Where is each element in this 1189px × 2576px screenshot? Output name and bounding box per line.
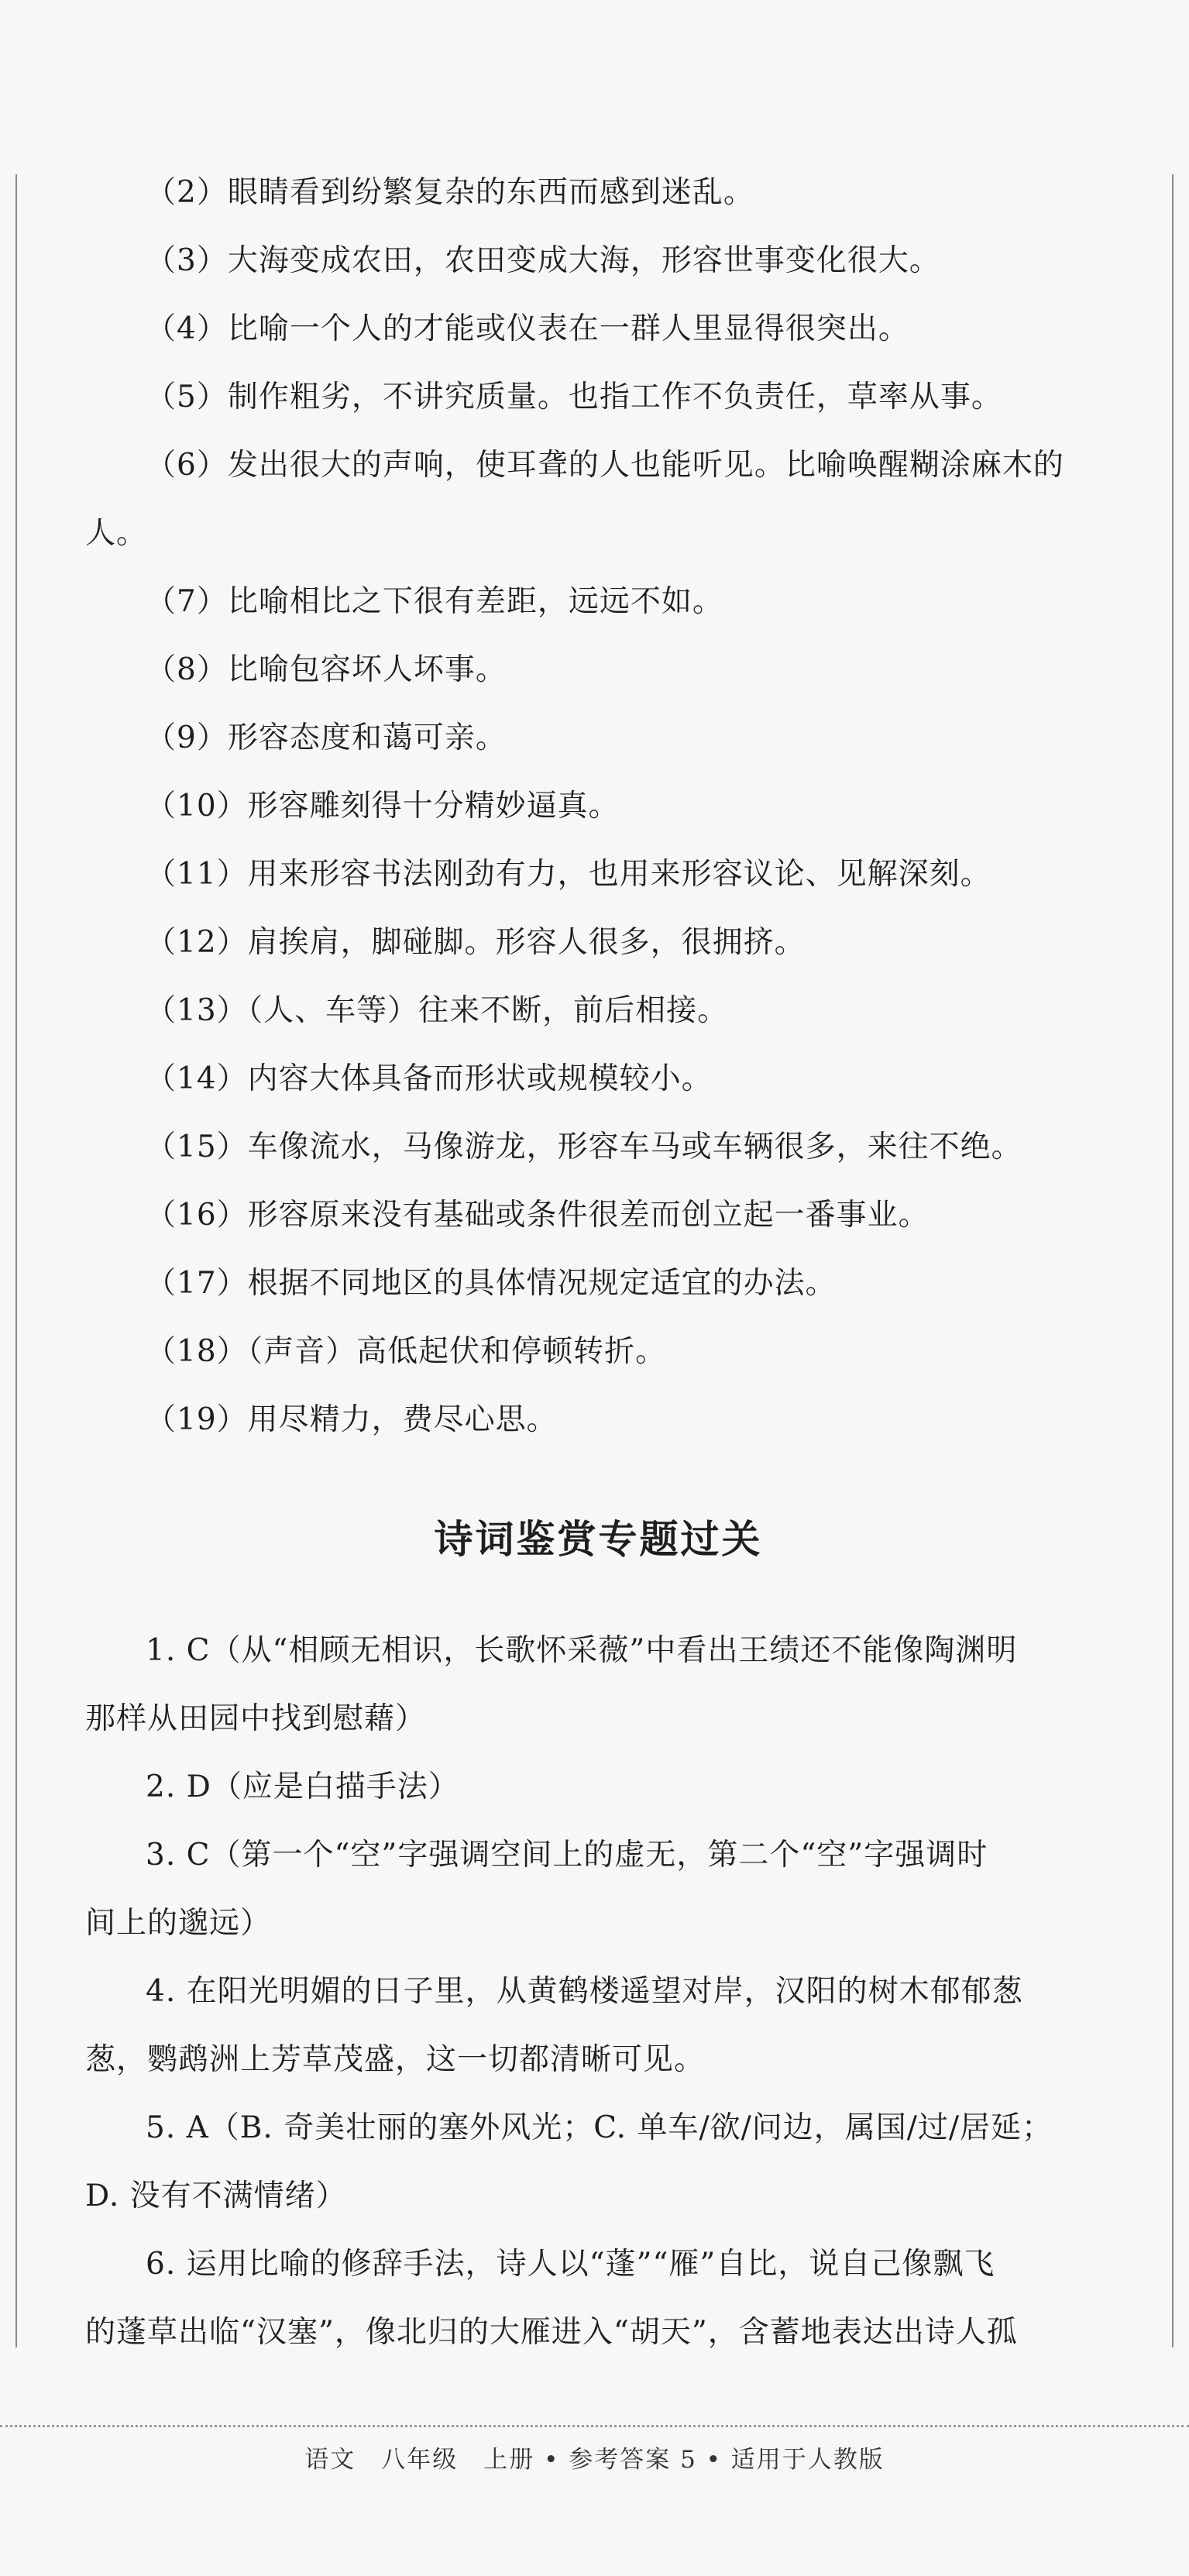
idiom-answer-10: （10）形容雕刻得十分精妙逼真。 xyxy=(146,789,620,824)
idiom-answer-5: （5）制作粗劣，不讲究质量。也指工作不负责任，草率从事。 xyxy=(146,380,1002,414)
page-content xyxy=(85,159,1112,2367)
poetry-answer-4-continued: 葱，鹦鹉洲上芳草茂盛，这一切都清晰可见。 xyxy=(85,2042,706,2077)
idiom-answer-18: （18）（声音）高低起伏和停顿转折。 xyxy=(146,1334,667,1369)
poetry-answer-5: 5. A（B. 奇美壮丽的塞外风光；C. 单车/欲/问边，属国/过/居延； xyxy=(146,2110,1053,2145)
idiom-answer-15: （15）车像流水，马像游龙，形容车马或车辆很多，来往不绝。 xyxy=(146,1130,1022,1164)
idiom-answer-17: （17）根据不同地区的具体情况规定适宜的办法。 xyxy=(146,1266,837,1301)
idiom-answer-14: （14）内容大体具备而形状或规模较小。 xyxy=(146,1061,713,1096)
idiom-answer-7: （7）比喻相比之下很有差距，远远不如。 xyxy=(146,584,723,619)
page-footer: 语文 八年级 上册 • 参考答案 5 • 适用于人教版 xyxy=(304,2446,885,2474)
idiom-answer-16: （16）形容原来没有基础或条件很差而创立起一番事业。 xyxy=(146,1198,930,1233)
poetry-answer-3: 3. C（第一个“空”字强调空间上的虚无，第二个“空”字强调时 xyxy=(146,1838,988,1873)
idiom-answer-12: （12）肩挨肩，脚碰脚。形容人很多，很拥挤。 xyxy=(146,925,806,960)
right-margin-rule xyxy=(1172,174,1174,2347)
footer-divider xyxy=(0,2425,1189,2427)
idiom-answer-6: （6）发出很大的声响，使耳聋的人也能听见。比喻唤醒糊涂麻木的 xyxy=(146,448,1064,483)
poetry-answer-3-continued: 间上的邈远） xyxy=(85,1906,272,1941)
idiom-answer-13: （13）（人、车等）往来不断，前后相接。 xyxy=(146,993,729,1028)
section-title: 诗词鉴赏专题过关 xyxy=(434,1517,763,1562)
idiom-answer-9: （9）形容态度和蔼可亲。 xyxy=(146,721,507,755)
idiom-answer-3: （3）大海变成农田，农田变成大海，形容世事变化很大。 xyxy=(146,243,940,278)
poetry-answer-4: 4. 在阳光明媚的日子里，从黄鹤楼遥望对岸，汉阳的树木郁郁葱 xyxy=(146,1974,1023,2009)
left-margin-rule xyxy=(15,174,17,2347)
idiom-answer-19: （19）用尽精力，费尽心思。 xyxy=(146,1402,558,1437)
poetry-answer-2: 2. D（应是白描手法） xyxy=(146,1769,459,1804)
poetry-answer-6-continued: 的蓬草出临“汉塞”，像北归的大雁进入“胡天”，含蓄地表达出诗人孤 xyxy=(85,2315,1018,2350)
poetry-answer-5-continued: D. 没有不满情绪） xyxy=(85,2179,347,2213)
poetry-answer-6: 6. 运用比喻的修辞手法，诗人以“蓬”“雁”自比，说自己像飘飞 xyxy=(146,2247,995,2282)
idiom-answer-2: （2）眼睛看到纷繁复杂的东西而感到迷乱。 xyxy=(146,175,754,210)
poetry-answer-1: 1. C（从“相顾无相识，长歌怀采薇”中看出王绩还不能像陶渊明 xyxy=(146,1633,1018,1668)
idiom-answer-6-continued: 人。 xyxy=(85,516,148,551)
poetry-answer-1-continued: 那样从田园中找到慰藉） xyxy=(85,1701,427,1736)
idiom-answer-11: （11）用来形容书法刚劲有力，也用来形容议论、见解深刻。 xyxy=(146,857,991,892)
idiom-answer-4: （4）比喻一个人的才能或仪表在一群人里显得很突出。 xyxy=(146,311,909,346)
idiom-answer-8: （8）比喻包容坏人坏事。 xyxy=(146,652,507,687)
